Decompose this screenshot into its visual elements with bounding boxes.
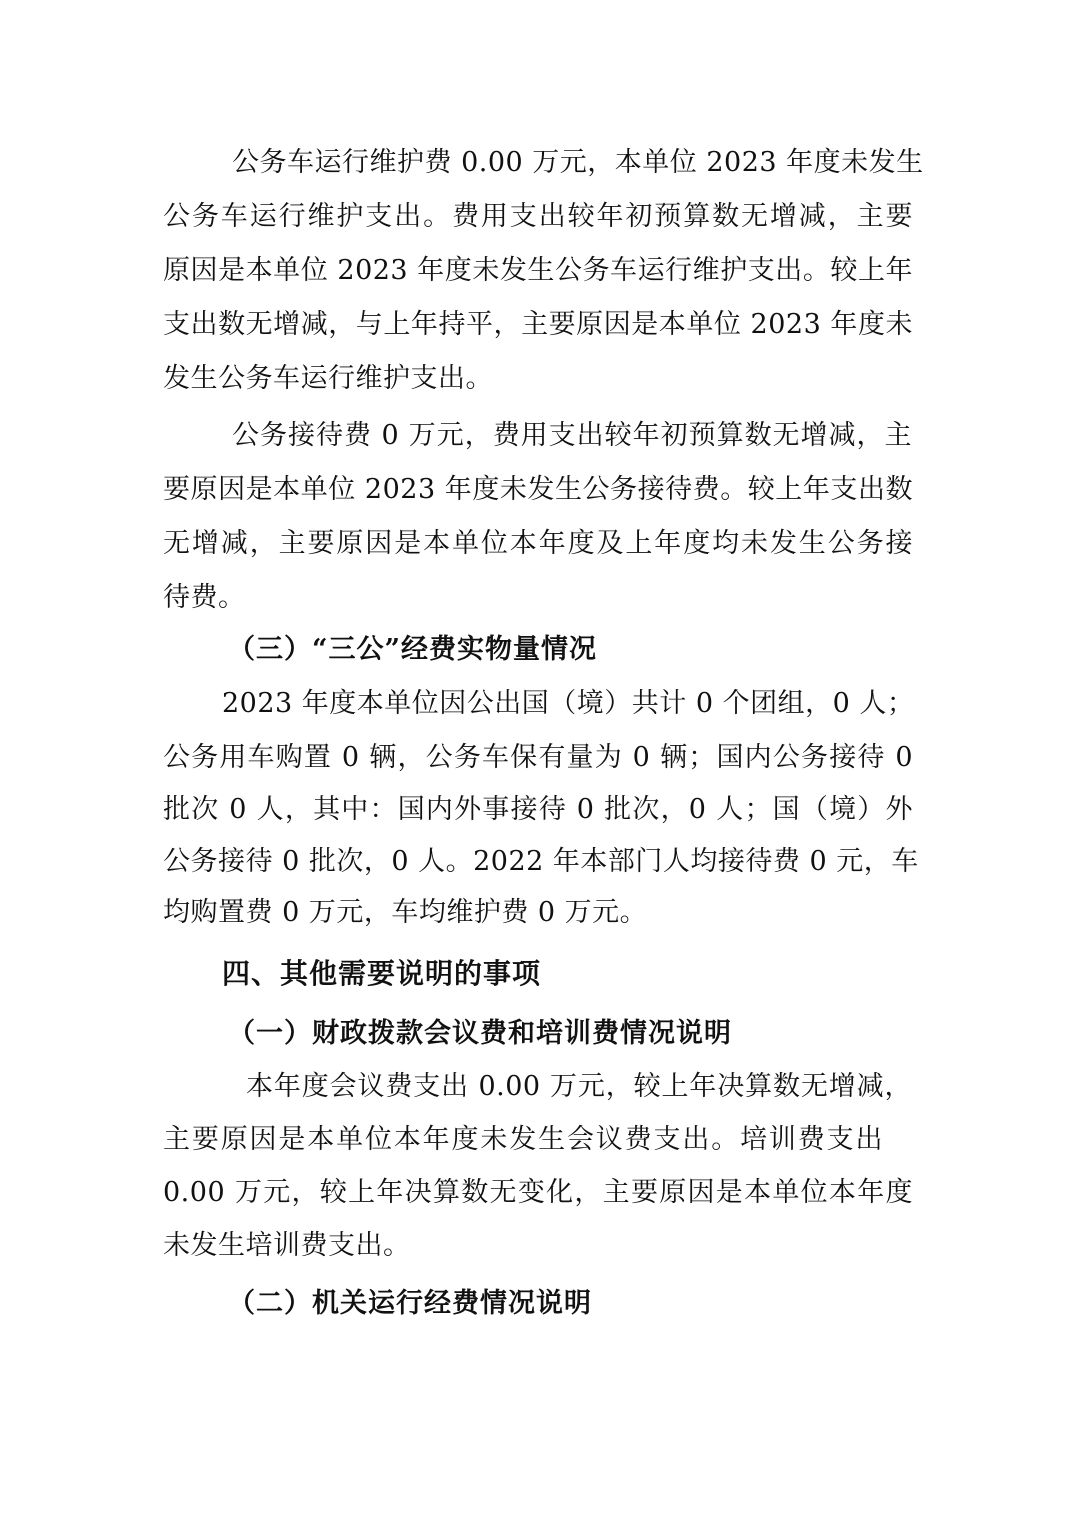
paragraph-line: 要原因是本单位 2023 年度未发生公务接待费。较上年支出数 [163,474,913,505]
paragraph-line: 原因是本单位 2023 年度未发生公务车运行维护支出。较上年 [163,255,913,286]
paragraph-line: 批次 0 人，其中：国内外事接待 0 批次，0 人；国（境）外 [163,794,913,825]
paragraph-line: 主要原因是本单位本年度未发生会议费支出。培训费支出 [163,1124,883,1155]
paragraph-line: 未发生培训费支出。 [163,1230,411,1261]
paragraph-line: 0.00 万元，较上年决算数无变化，主要原因是本单位本年度 [163,1177,913,1208]
paragraph-line: 支出数无增减，与上年持平，主要原因是本单位 2023 年度未 [163,309,913,340]
paragraph-line: 本年度会议费支出 0.00 万元，较上年决算数无增减， [246,1071,912,1102]
subsection-heading-operating-funds: （二）机关运行经费情况说明 [228,1288,592,1319]
paragraph-line: 2023 年度本单位因公出国（境）共计 0 个团组，0 人； [222,688,915,719]
paragraph-line: 公务接待 0 批次，0 人。2022 年本部门人均接待费 0 元，车 [163,846,919,877]
paragraph-line: 公务接待费 0 万元，费用支出较年初预算数无增减，主 [232,420,912,451]
section-heading-four: 四、其他需要说明的事项 [222,957,542,990]
paragraph-line: 待费。 [163,582,246,613]
paragraph-line: 均购置费 0 万元，车均维护费 0 万元。 [163,897,648,928]
paragraph-line: 公务车运行维护支出。费用支出较年初预算数无增减，主要 [163,201,913,232]
paragraph-line: 公务用车购置 0 辆，公务车保有量为 0 辆；国内公务接待 0 [163,742,913,773]
paragraph-line: 无增减，主要原因是本单位本年度及上年度均未发生公务接 [163,528,913,559]
paragraph-line: 发生公务车运行维护支出。 [163,363,493,394]
subsection-heading-meeting-training: （一）财政拨款会议费和培训费情况说明 [228,1018,732,1049]
paragraph-line: 公务车运行维护费 0.00 万元，本单位 2023 年度未发生 [232,147,924,178]
section-heading-three-public: （三）“三公”经费实物量情况 [228,634,598,665]
